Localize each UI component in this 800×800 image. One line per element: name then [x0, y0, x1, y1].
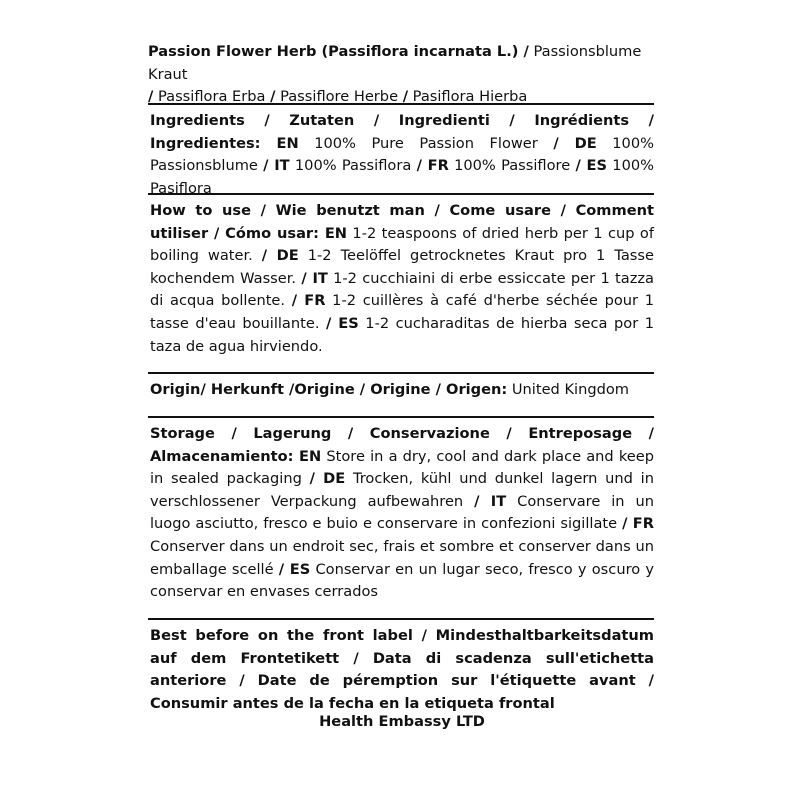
tag-de: / DE: [309, 470, 346, 488]
origin-value: United Kingdom: [507, 381, 630, 398]
divider-3: [148, 372, 654, 374]
title-line2: [148, 86, 668, 109]
tag-fr: / FR: [622, 515, 655, 533]
ingredients-section: [150, 110, 654, 200]
ingredients-it: 100% Passiflora: [289, 157, 417, 175]
how-to-use-heading: How to use / Wie benutzt man / Come usare / Comment utiliser / Cómo usar: EN: [150, 202, 654, 242]
title-sep-lead: /: [148, 88, 154, 106]
tag-de: / DE: [553, 134, 597, 152]
title-sep-1: /: [270, 88, 276, 106]
storage-heading: Storage / Lagerung / Conservazione / Entreposage / Almacenamiento: EN: [150, 425, 654, 465]
ingredients-heading: Ingredients / Zutaten / Ingredienti / Ingrédients / Ingredientes: EN: [150, 112, 654, 152]
product-title: [148, 41, 668, 109]
tag-fr: / FR: [291, 292, 326, 310]
storage-en: Store in a dry, cool and dark place and keep in sealed packaging: [150, 447, 654, 488]
ingredients-de: 100% Passionsblume: [150, 134, 654, 175]
how-to-use-en: 1-2 teaspoons of dried herb per 1 cup of boiling water.: [150, 224, 654, 265]
tag-it: / IT: [263, 157, 290, 175]
divider-4: [148, 416, 654, 418]
best-before-section: [150, 625, 654, 715]
ingredients-fr: 100% Passiflore: [448, 157, 576, 175]
ingredients-text: [150, 110, 654, 200]
tag-it: / IT: [474, 492, 507, 510]
storage-de: Trocken, kühl und dunkel lagern und in verschlossener Verpackung aufbewahren: [150, 470, 654, 510]
how-to-use-section: [150, 200, 654, 358]
how-to-use-it: 1-2 cucchiaini di erbe essiccate per 1 tazza di acqua bollente.: [150, 269, 654, 310]
ingredients-es: 100% Pasiflora: [150, 157, 655, 197]
company-name: Health Embassy LTD: [319, 713, 485, 730]
storage-it: Conservare in un luogo asciutto, fresco e buio e conservare in confezioni sigillate: [150, 492, 654, 533]
divider-1: [148, 103, 654, 105]
divider-5: [148, 618, 654, 620]
storage-section: [150, 423, 654, 604]
origin-section: [150, 379, 654, 402]
how-to-use-es: 1-2 cucharaditas de hierba seca por 1 taza de agua hirviendo.: [150, 314, 654, 355]
tag-fr: / FR: [416, 157, 449, 175]
storage-es: Conservar en un lugar seco, fresco y oscuro y conservar en envases cerrados: [150, 560, 655, 601]
best-before-text: Best before on the front label / Mindesthaltbarkeitsdatum auf dem Frontetikett / Data di scadenza sull'etichetta anteriore / Date de péremption sur l'étiquette avant / Consumir antes de la fecha en la etiqueta frontal: [150, 627, 654, 712]
title-fr: Passiflore Herbe: [275, 88, 403, 106]
how-to-use-text: [150, 200, 654, 358]
ingredients-en: 100% Pure Passion Flower: [298, 134, 554, 152]
title-bold: Passion Flower Herb (Passiflora incarnata L.) /: [148, 43, 529, 60]
divider-2: [148, 193, 654, 195]
tag-it: / IT: [301, 269, 328, 287]
title-sep-2: /: [402, 88, 409, 106]
title-line1-rest: Passionsblume Kraut: [148, 43, 642, 83]
tag-es: / ES: [278, 560, 311, 578]
origin-heading: Origin/ Herkunft /Origine / Origine / Origen:: [150, 381, 508, 398]
tag-de: / DE: [261, 247, 299, 265]
title-it: Passiflora Erba: [153, 88, 271, 106]
storage-text: [150, 423, 654, 604]
how-to-use-fr: 1-2 cuillères à café d'herbe séchée pour 1 tasse d'eau bouillante.: [150, 292, 655, 332]
storage-fr: Conserver dans un endroit sec, frais et sombre et conserver dans un emballage scellé: [150, 537, 654, 578]
tag-es: / ES: [325, 314, 359, 332]
title-es: Pasiflora Hierba: [408, 88, 528, 106]
tag-es: / ES: [575, 157, 608, 175]
how-to-use-de: 1-2 Teelöffel getrocknetes Kraut pro 1 Tasse kochendem Wasser.: [150, 247, 654, 287]
